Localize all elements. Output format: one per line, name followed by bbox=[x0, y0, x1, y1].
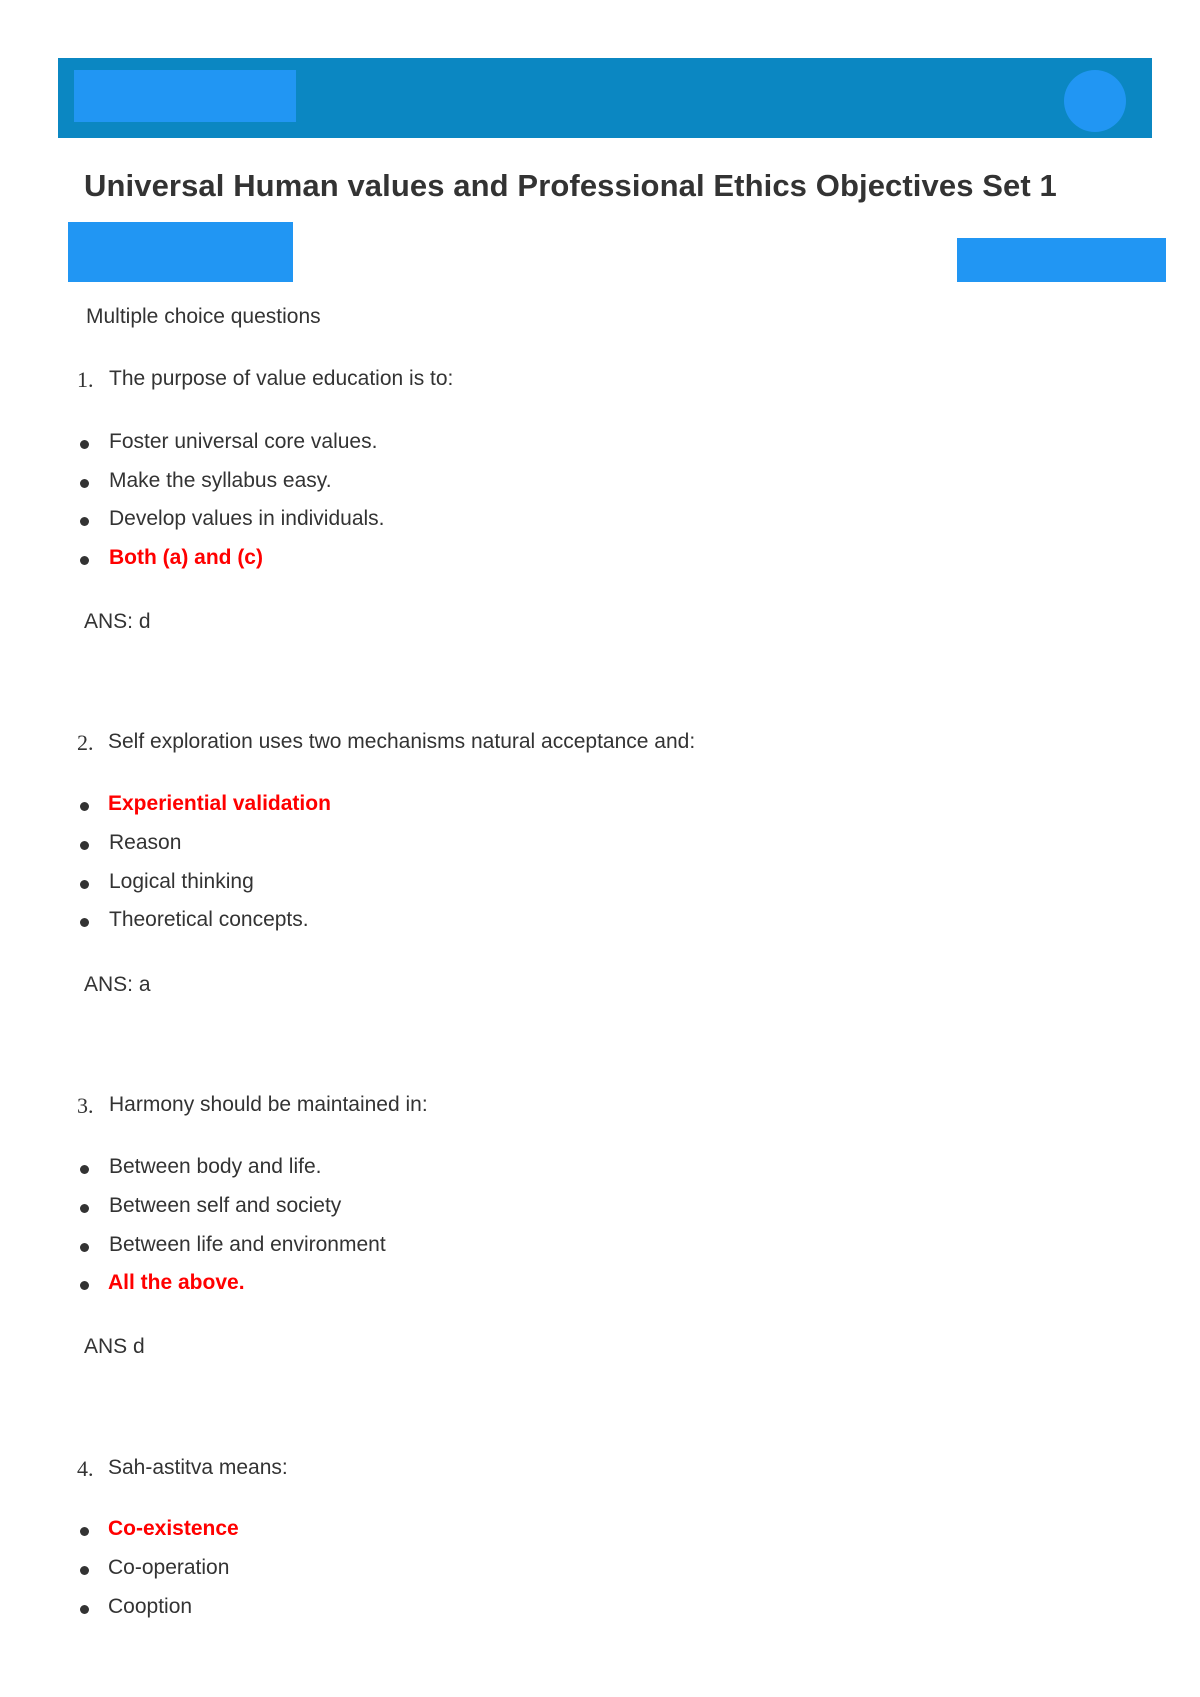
question-text: Self exploration uses two mechanisms natural acceptance and: bbox=[108, 730, 696, 753]
option-label-correct: Co-existence bbox=[108, 1517, 239, 1540]
page-title: Universal Human values and Professional Ethics Objectives Set 1 bbox=[84, 168, 1057, 203]
bullet-icon bbox=[80, 517, 89, 526]
question-number: 1. bbox=[77, 367, 94, 392]
option-label: Make the syllabus easy. bbox=[109, 469, 332, 492]
option-label-correct: All the above. bbox=[108, 1271, 245, 1294]
option-label: Between life and environment bbox=[109, 1233, 386, 1256]
redacted-block-left bbox=[68, 222, 293, 282]
bullet-icon bbox=[80, 479, 89, 488]
bullet-icon bbox=[80, 1605, 89, 1614]
header-bar bbox=[58, 58, 1152, 138]
avatar[interactable] bbox=[1064, 70, 1126, 132]
bullet-icon bbox=[80, 918, 89, 927]
option-label-correct: Both (a) and (c) bbox=[109, 546, 263, 569]
bullet-icon bbox=[80, 802, 89, 811]
option-label: Theoretical concepts. bbox=[109, 908, 309, 931]
bullet-icon bbox=[80, 440, 89, 449]
option-label: Between body and life. bbox=[109, 1155, 322, 1178]
bullet-icon bbox=[80, 841, 89, 850]
question-text: Harmony should be maintained in: bbox=[109, 1093, 428, 1116]
option-label: Cooption bbox=[108, 1595, 193, 1618]
question-number: 3. bbox=[77, 1093, 94, 1118]
bullet-icon bbox=[80, 880, 89, 889]
redacted-block-right bbox=[957, 238, 1166, 282]
option-label: Reason bbox=[109, 831, 182, 854]
answer-text: ANS: d bbox=[84, 610, 151, 633]
header-logo[interactable] bbox=[74, 70, 296, 122]
option-label: Logical thinking bbox=[109, 870, 254, 893]
question-number: 4. bbox=[77, 1456, 94, 1481]
intro-text: Multiple choice questions bbox=[86, 305, 321, 328]
bullet-icon bbox=[80, 1566, 89, 1575]
bullet-icon bbox=[80, 1204, 89, 1213]
bullet-icon bbox=[80, 556, 89, 565]
option-label: Co-operation bbox=[108, 1556, 230, 1579]
bullet-icon bbox=[80, 1243, 89, 1252]
bullet-icon bbox=[80, 1281, 89, 1290]
answer-text: ANS: a bbox=[84, 973, 151, 996]
question-number: 2. bbox=[77, 730, 94, 755]
option-label: Foster universal core values. bbox=[109, 430, 378, 453]
option-label: Between self and society bbox=[109, 1194, 342, 1217]
bullet-icon bbox=[80, 1527, 89, 1536]
option-label-correct: Experiential validation bbox=[108, 792, 331, 815]
answer-text: ANS d bbox=[84, 1335, 145, 1358]
option-label: Develop values in individuals. bbox=[109, 507, 385, 530]
bullet-icon bbox=[80, 1165, 89, 1174]
question-text: The purpose of value education is to: bbox=[109, 367, 454, 390]
question-text: Sah-astitva means: bbox=[108, 1456, 288, 1479]
